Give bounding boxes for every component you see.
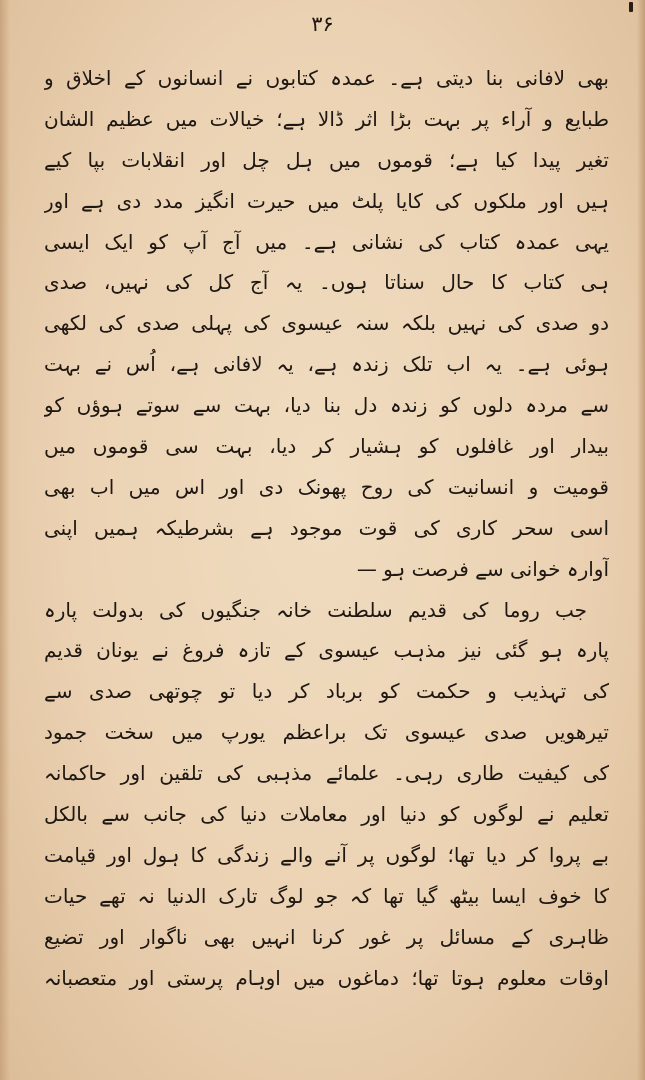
text-line: ہیں اور ملکوں کی کایا پلٹ میں حیرت انگیز مدد دی ہے اور — [44, 188, 609, 213]
text-line: یہی عمدہ کتاب کی نشانی ہے۔ میں آج آپ کو ایک ایسی — [44, 229, 609, 254]
text-line: کا خوف ایسا بیٹھ گیا تھا کہ جو لوگ تارک الدنیا نہ تھے حیات — [44, 883, 609, 908]
text-line: تعلیم نے لوگوں کو دنیا اور معاملات دنیا کی جانب سے بالکل — [44, 802, 609, 827]
ink-mark — [629, 2, 633, 12]
text-line: دو صدی کی نہیں بلکہ سنہ عیسوی کی پہلی صدی کی لکھی — [44, 311, 609, 336]
body-text — [44, 58, 609, 998]
text-line: ہوئی ہے۔ یہ اب تلک زندہ ہے، یہ لافانی ہے، اُس نے بہت — [44, 352, 609, 377]
text-line: سے مردہ دلوں کو زندہ دل بنا دیا، بہت سے سوتے ہوؤں کو — [44, 393, 609, 418]
text-line: تیرھویں صدی عیسوی تک براعظم یورپ میں سخت جمود — [44, 720, 609, 745]
text-line: تغیر پیدا کیا ہے؛ قوموں میں ہل چل اور انقلابات بپا کیے — [44, 147, 609, 172]
text-line: کی کیفیت طاری رہی۔ علمائے مذہبی کی تلقین اور حاکمانہ — [44, 761, 609, 786]
text-line: ہی کتاب کا حال سناتا ہوں۔ یہ آج کل کی نہیں، صدی — [44, 270, 609, 295]
text-line: بھی لافانی بنا دیتی ہے۔ عمدہ کتابوں نے انسانوں کے اخلاق و — [44, 66, 609, 90]
text-line: پارہ ہو گئی نیز مذہب عیسوی کے تازہ فروغ نے یونان قدیم — [44, 638, 609, 663]
text-line: جب روما کی قدیم سلطنت خانہ جنگیوں کی بدولت پارہ — [44, 597, 587, 622]
text-line: بے پروا کر دیا تھا؛ لوگوں پر آنے والے زندگی کا ہول اور قیامت — [44, 842, 609, 867]
text-line: اوقات معلوم ہوتا تھا؛ دماغوں میں اوہام پرستی اور متعصبانہ — [44, 965, 609, 990]
text-line: طبایع و آراء پر بہت بڑا اثر ڈالا ہے؛ خیالات میں عظیم الشان — [44, 106, 609, 131]
text-line: کی تہذیب و حکمت کو برباد کر دیا تو چوتھی صدی سے — [44, 679, 609, 704]
page-number: ۳۶ — [311, 12, 334, 36]
text-line: آوارہ خوانی سے فرصت ہو — — [356, 556, 609, 581]
text-line: بیدار اور غافلوں کو ہشیار کر دیا، بہت سی قوموں میں — [44, 434, 609, 459]
text-line: اسی سحر کاری کی قوت موجود ہے بشرطیکہ ہمیں اپنی — [44, 515, 609, 540]
paragraph-1 — [44, 58, 609, 590]
text-line: ظاہری کے مسائل پر غور کرنا انہیں بھی ناگوار اور تضیع — [44, 924, 609, 949]
page-edge-shadow-left — [0, 0, 10, 1080]
paragraph-2 — [44, 590, 609, 999]
text-line: قومیت و انسانیت کی روح پھونک دی اور اس میں اب بھی — [44, 474, 609, 499]
page-edge-shadow-right — [637, 0, 645, 1080]
